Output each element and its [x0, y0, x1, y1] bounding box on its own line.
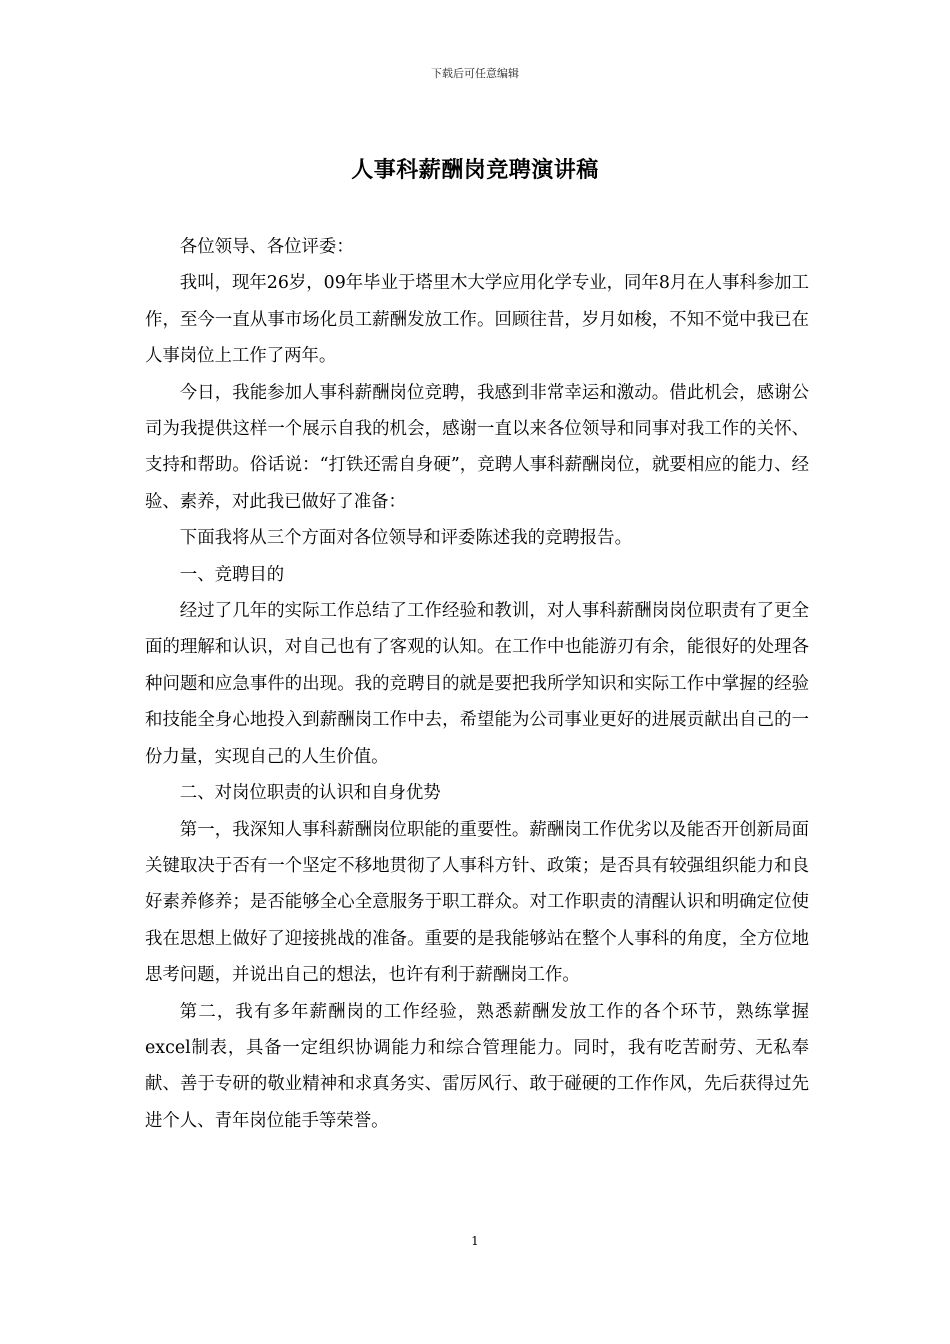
salutation-paragraph: 各位领导、各位评委： [179, 237, 354, 257]
page-number: 1 [471, 1234, 479, 1248]
body-paragraph: 我叫，现年26岁，09年毕业于塔里木大学应用化学专业，同年8月在人事科参加工作，至今一直从事市场化员工薪酬发放工作。回顾往昔，岁月如梭，不知不觉中我已在人事岗位上工作了两年。 [145, 273, 810, 367]
document-body [145, 229, 809, 1139]
section-heading: 一、竞聘目的 [179, 564, 285, 585]
body-paragraph: 第二，我有多年薪酬岗的工作经验，熟悉薪酬发放工作的各个环节，熟练掌握excel制表，具备一定组织协调能力和综合管理能力。同时，我有吃苦耐劳、无私奉献、善于专研的敬业精神和求真务实、雷厉风行、敢于碰硬的工作作风，先后获得过先进个人、青年岗位能手等荣誉。 [145, 1001, 809, 1131]
body-paragraph: 今日，我能参加人事科薪酬岗位竞聘，我感到非常幸运和激动。借此机会，感谢公司为我提供这样一个展示自我的机会，感谢一直以来各位领导和同事对我工作的关怀、支持和帮助。俗话说：“打铁还需自身硬”，竞聘人事科薪酬岗位，就要相应的能力、经验、素养，对此我已做好了准备： [145, 382, 809, 512]
section-heading: 二、对岗位职责的认识和自身优势 [179, 783, 441, 804]
page-header-note: 下载后可任意编辑 [431, 67, 519, 80]
body-paragraph: 第一，我深知人事科薪酬岗位职能的重要性。薪酬岗工作优劣以及能否开创新局面关键取决于否有一个坚定不移地贯彻了人事科方针、政策；是否具有较强组织能力和良好素养修养；是否能够全心全意服务于职工群众。对工作职责的清醒认识和明确定位使我在思想上做好了迎接挑战的准备。重要的是我能够站在整个人事科的角度，全方位地思考问题，并说出自己的想法，也许有利于薪酬岗工作。 [145, 819, 809, 986]
body-paragraph: 下面我将从三个方面对各位领导和评委陈述我的竞聘报告。 [179, 528, 632, 549]
document-title: 人事科薪酬岗竞聘演讲稿 [351, 157, 599, 183]
body-paragraph: 经过了几年的实际工作总结了工作经验和教训，对人事科薪酬岗岗位职责有了更全面的理解和认识，对自己也有了客观的认知。在工作中也能游刃有余，能很好的处理各种问题和应急事件的出现。我的竞聘目的就是要把我所学知识和实际工作中掌握的经验和技能全身心地投入到薪酬岗工作中去，希望能为公司事业更好的进展贡献出自己的一份力量，实现自己的人生价值。 [145, 601, 809, 767]
